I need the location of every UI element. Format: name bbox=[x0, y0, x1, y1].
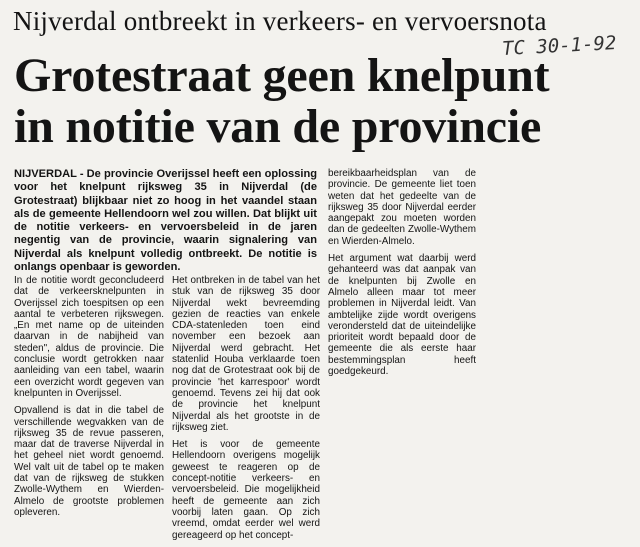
body-paragraph: In de notitie wordt geconcludeerd dat de verkeersknelpunten in Overijssel zich toespitsen op een aantal te verbeteren rijkswegen. „En met name op de uiteinden daarvan in de nabijheid van steden", aldus de provincie. Die conclusie wordt getrokken naar aanleiding van een tabel, waarin een overzicht wordt gegeven van knelpunten in Overijssel. bbox=[14, 275, 164, 399]
body-paragraph: Het argument wat daarbij werd gehanteerd was dat aanpak van de knelpunten bij Zwolle en Almelo alleen maar tot meer problemen in Nijverdal leidt. Van ambtelijke zijde wordt overigens verondersteld dat de uiteindelijke prioriteit wordt bepaald door de gemeente die als eerste haar bestemmingsplan heeft goedgekeurd. bbox=[328, 253, 476, 378]
body-column-1 bbox=[14, 275, 164, 524]
body-column-3 bbox=[328, 168, 476, 383]
headline-line-1: Grotestraat geen knelpunt bbox=[14, 49, 550, 102]
body-paragraph: Het ontbreken in de tabel van het stuk van de rijksweg 35 door Nijverdal wekt bevreemding gezien de reacties van enkele CDA-statenleden toen eind november een bezoek aan Nijverdal werd gebracht. Het statenlid Houba verklaarde toen nog dat de Grotestraat ook bij de provincie 'het karrespoor' wordt genoemd. Tevens zei hij dat ook de provincie het knelpunt Nijverdal als het grootste in de rijksweg ziet. bbox=[172, 275, 320, 433]
body-paragraph: Opvallend is dat in die tabel de verschillende wegvakken van de rijksweg 35 de revue passeren, maar dat de traverse Nijverdal in het geheel niet wordt genoemd. Wel valt uit de tabel op te maken dat van de rijksweg de stukken Zwolle-Wythem en Wierden-Almelo de grootste problemen opleveren. bbox=[14, 405, 164, 518]
body-paragraph: bereikbaarheidsplan van de provincie. De gemeente liet toen weten dat het gedeelte van de rijksweg 35 door Nijverdal eerder aangepakt zou moeten worden dan de gedeelten Zwolle-Wythem en Wierden-Almelo. bbox=[328, 168, 476, 247]
body-paragraph: Het is voor de gemeente Hellendoorn overigens mogelijk geweest te reageren op de concept-notitie verkeers- en vervoersbeleid. Die mogelijkheid heeft de gemeente aan zich voorbij laten gaan. Op zich vreemd, omdat eerder wel werd gereageerd op het concept- bbox=[172, 439, 320, 541]
headline-line-2: in notitie van de provincie bbox=[14, 100, 542, 153]
kicker-line: Nijverdal ontbreekt in verkeers- en vervoersnota bbox=[13, 6, 547, 36]
handwritten-date-note: TC 30-1-92 bbox=[501, 32, 617, 60]
headline bbox=[14, 50, 634, 152]
body-column-2 bbox=[172, 275, 320, 547]
lead-paragraph: NIJVERDAL - De provincie Overijssel heeft een oplossing voor het knelpunt rijksweg 35 in Nijverdal (de Grotestraat) blijkbaar niet zo hoog in het vaandel staan als de gemeente Hellendoorn wel zou willen. Dat blijkt uit de notitie verkeers- en vervoersbeleid in de jaren negentig van de provincie, waarin signalering van Nijverdal als knelpunt volledig ontbreekt. De notitie is onlangs openbaar is geworden. bbox=[14, 168, 317, 274]
